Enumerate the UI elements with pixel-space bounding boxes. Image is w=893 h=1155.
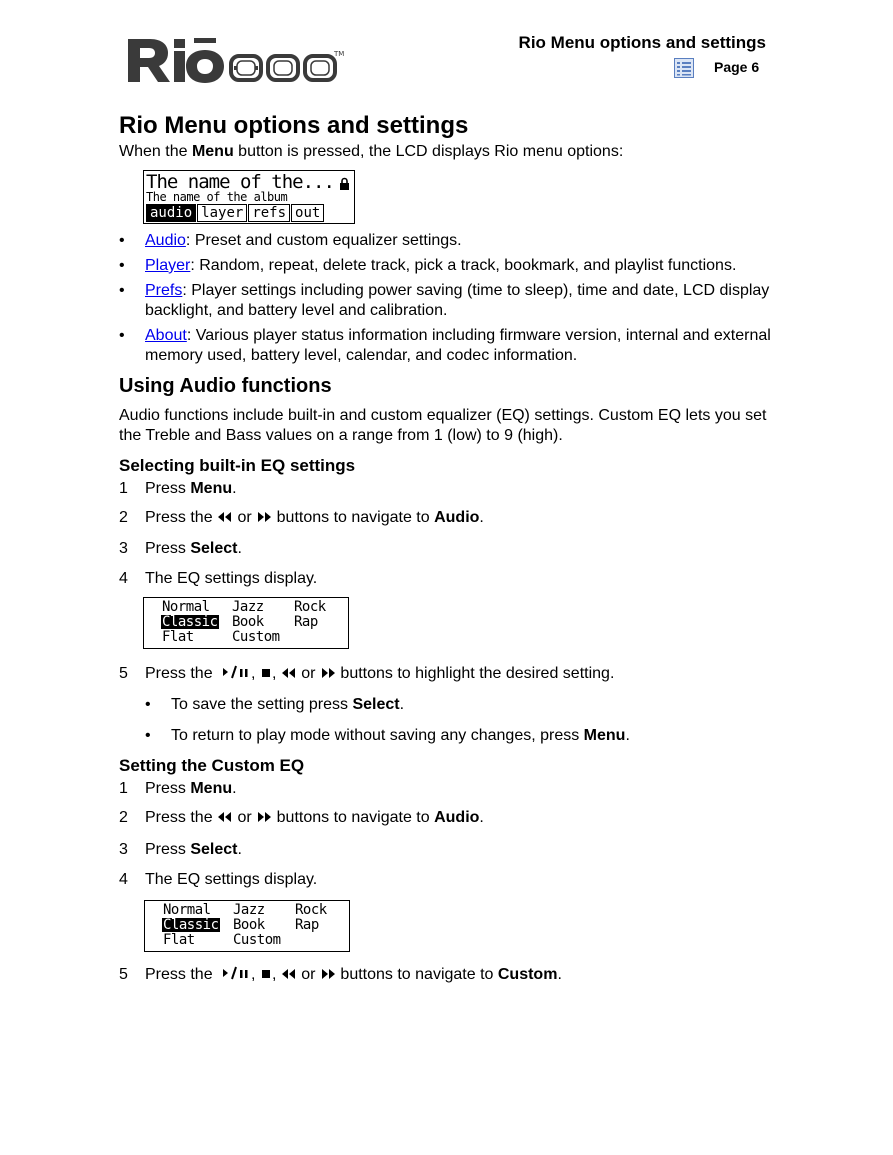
rewind-icon — [217, 511, 233, 523]
rio600-logo — [126, 34, 345, 84]
eq-option: Jazz — [232, 599, 264, 615]
rewind-icon — [281, 968, 297, 980]
play-pause-icon — [217, 966, 251, 980]
eq-option: Custom — [232, 629, 280, 645]
lcd-menu-display — [143, 170, 355, 224]
lcd-tab-about: out — [291, 204, 324, 222]
eq-option: Rock — [294, 599, 326, 615]
svg-text:TM: TM — [334, 50, 345, 58]
lcd-track-name: The name of the... — [146, 171, 334, 193]
eq-option: Normal — [163, 902, 211, 918]
table-of-contents-icon[interactable] — [674, 58, 694, 78]
section-heading-audio-functions: Using Audio functions — [119, 375, 332, 397]
audio-link[interactable]: Audio — [145, 232, 186, 249]
eq-option: Flat — [163, 932, 195, 948]
about-link[interactable]: About — [145, 327, 187, 344]
subheading-custom-eq: Setting the Custom EQ — [119, 756, 305, 775]
rewind-icon — [217, 811, 233, 823]
page-number: Page 6 — [714, 59, 760, 75]
eq-option: Book — [233, 917, 265, 933]
fast-forward-icon — [256, 511, 272, 523]
eq-option: Rap — [294, 614, 318, 630]
eq-option: Rap — [295, 917, 319, 933]
lcd-tab-player: layer — [197, 204, 247, 222]
audio-intro: Audio functions include built-in and custom equalizer (EQ) settings. Custom EQ lets you set the Treble and Bass values on a range from 1 (low) to 9 (high). — [119, 407, 767, 444]
prefs-link[interactable]: Prefs — [145, 282, 183, 299]
eq-option: Rock — [295, 902, 327, 918]
lcd-eq-display — [143, 597, 349, 649]
eq-option: Book — [232, 614, 264, 630]
eq-option: Custom — [233, 932, 281, 948]
header-title: Rio Menu options and settings — [518, 33, 766, 52]
lcd-menu-tabs — [146, 204, 325, 222]
fast-forward-icon — [256, 811, 272, 823]
lcd-tab-audio: audio — [146, 204, 196, 222]
stop-icon — [260, 968, 272, 980]
lock-icon — [339, 177, 350, 190]
lcd-tab-prefs: refs — [248, 204, 290, 222]
section-heading-menu-options: Rio Menu options and settings — [119, 112, 469, 139]
play-pause-icon — [217, 665, 251, 679]
player-link[interactable]: Player — [145, 257, 191, 274]
menu-intro: When the Menu button is pressed, the LCD displays Rio menu options: — [119, 143, 624, 160]
eq-option-selected: Classic — [162, 614, 218, 630]
rewind-icon — [281, 667, 297, 679]
eq-option: Normal — [162, 599, 210, 615]
stop-icon — [260, 667, 272, 679]
lcd-album-name: The name of the album — [146, 190, 288, 204]
eq-option: Jazz — [233, 902, 265, 918]
eq-option-selected: Classic — [163, 917, 219, 933]
eq-option: Flat — [162, 629, 194, 645]
fast-forward-icon — [320, 968, 336, 980]
lcd-eq-display — [144, 900, 350, 952]
fast-forward-icon — [320, 667, 336, 679]
subheading-builtin-eq: Selecting built-in EQ settings — [119, 456, 356, 475]
